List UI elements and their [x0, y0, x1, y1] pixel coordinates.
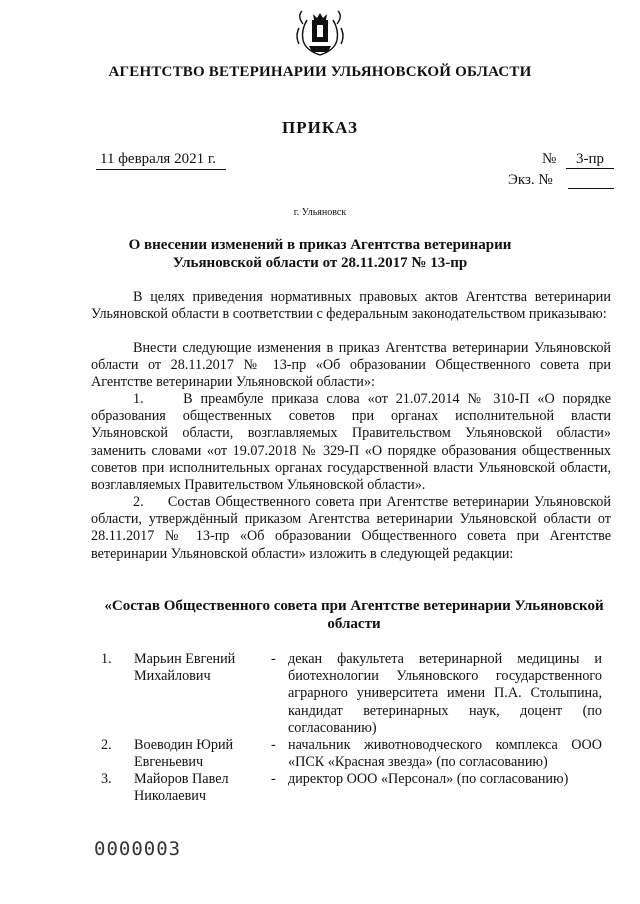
order-title — [0, 236, 640, 272]
document-type: ПРИКАЗ — [282, 118, 358, 137]
serial-number-stamp: 0000003 — [94, 838, 182, 860]
composition-title: «Состав Общественного совета при Агентстве ветеринарии Ульяновской области — [104, 598, 604, 632]
paragraph-preamble: В целях приведения нормативных правовых актов Агентства ветеринарии Ульяновской области в соответствии с федеральным законодательством приказываю: — [91, 289, 611, 323]
order-title-line-2: Ульяновской области от 28.11.2017 № 13-пр — [172, 255, 468, 271]
member-position: декан факультета ветеринарной медицины и биотехнологии Ульяновского государственного аграрного университета имени П.А. Столыпина, кандидат ветеринарных наук, доцент (по согласованию) — [288, 651, 602, 736]
member-number: 2. — [101, 737, 112, 753]
paragraph-intro: Внести следующие изменения в приказ Агентства ветеринарии Ульяновской области от 28.11.2017 № 13-пр «Об образовании Общественного совета при Агентстве ветеринарии Ульяновской области»: — [91, 340, 611, 391]
member-position: начальник животноводческого комплекса ООО «ПСК «Красная звезда» (по согласованию) — [288, 737, 602, 771]
copy-number-label: Экз. № — [508, 172, 553, 188]
member-position: директор ООО «Персонал» (по согласованию) — [288, 771, 569, 787]
order-date: 11 февраля 2021 г. — [96, 151, 226, 170]
coat-of-arms-emblem — [293, 6, 347, 58]
member-dash: - — [271, 651, 276, 667]
number-label: № — [542, 151, 557, 167]
order-title-line-1: О внесении изменений в приказ Агентства ветеринарии — [128, 237, 512, 253]
paragraph-item-1: 1. В преамбуле приказа слова «от 21.07.2014 № 310-П «О порядке образования общественных советов при органах исполнительной власти Ульяновской области, возглавляемых Правительством Ульяновской области» заменить словами «от 19.07.2018 № 329-П «О порядке образования общественных советов при исполнительных органах государственной власти Ульяновской области, возглавляемых Правительством Ульяновской области». — [91, 391, 611, 494]
agency-name: АГЕНТСТВО ВЕТЕРИНАРИИ УЛЬЯНОВСКОЙ ОБЛАСТИ — [108, 64, 532, 80]
member-number: 1. — [101, 651, 112, 667]
member-name: Марьин Евгений Михайлович — [134, 651, 236, 685]
city: г. Ульяновск — [293, 207, 347, 218]
order-number: 3-пр — [566, 151, 614, 169]
member-number: 3. — [101, 771, 112, 787]
member-dash: - — [271, 771, 276, 787]
member-dash: - — [271, 737, 276, 753]
member-name: Воеводин Юрий Евгеньевич — [134, 737, 234, 771]
copy-number-blank-line — [568, 188, 614, 189]
paragraph-item-2: 2. Состав Общественного совета при Агентстве ветеринарии Ульяновской области, утверждённый приказом Агентства ветеринарии Ульяновской области от 28.11.2017 № 13-пр «Об образовании Общественного совета при Агентстве ветеринарии Ульяновской области» изложить в следующей редакции: — [91, 494, 611, 562]
member-name: Майоров Павел Николаевич — [134, 771, 229, 805]
